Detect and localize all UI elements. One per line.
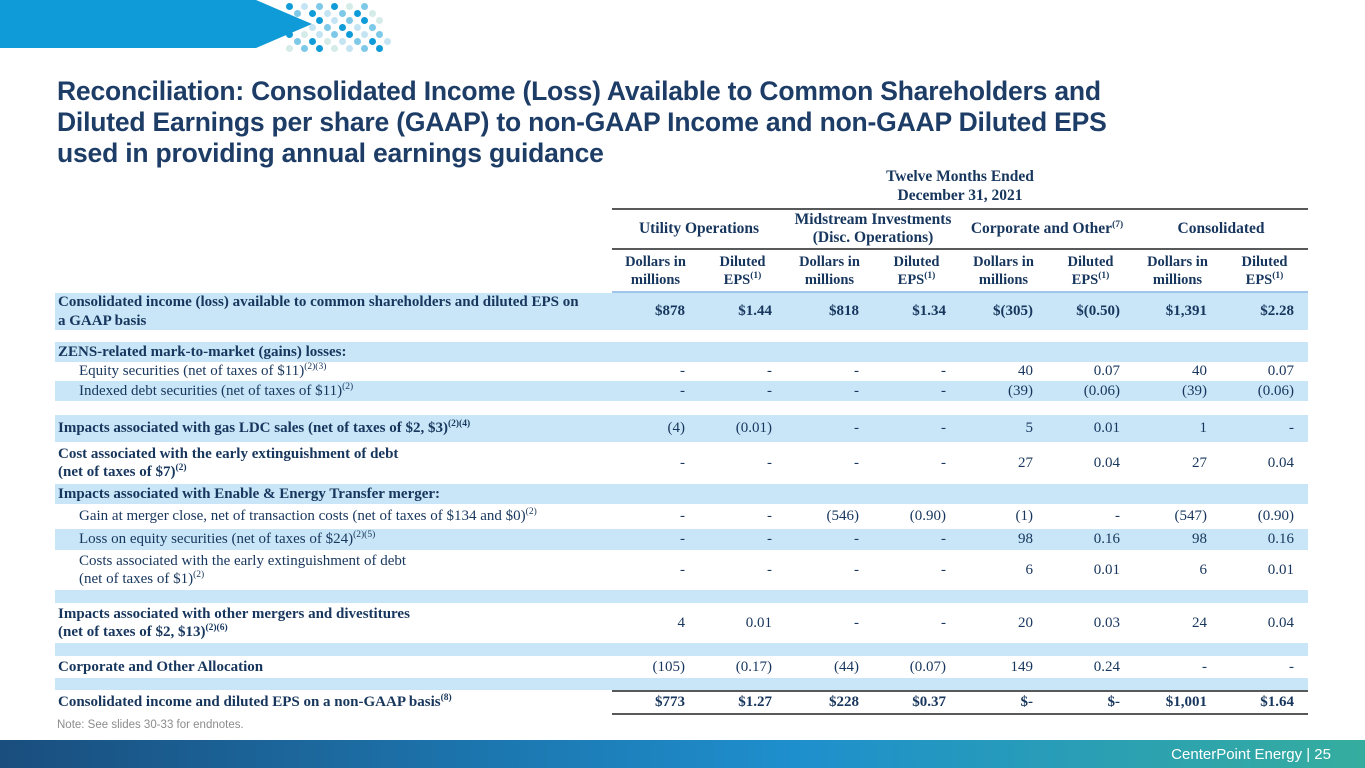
table-row (55, 504, 1308, 529)
row-values (612, 484, 1308, 504)
dot (346, 31, 353, 38)
row-label: Gain at merger close, net of transaction costs (net of taxes of $134 and $0)$^{(2)}$ (79, 507, 537, 525)
table-cell: - (1289, 420, 1294, 436)
dot (331, 3, 338, 10)
table-cell: 0.01 (1093, 561, 1120, 578)
table-cell: 0.01 (1093, 420, 1120, 436)
table-row (55, 415, 1308, 442)
table-cell: 0.16 (1267, 531, 1294, 547)
table-cell: - (767, 508, 772, 524)
table-cell: (39) (1008, 382, 1033, 399)
table-cell: 0.01 (1267, 561, 1294, 578)
table-cell: 0.24 (1093, 658, 1120, 675)
reconciliation-table (55, 167, 1308, 715)
table-cell: - (854, 420, 859, 436)
dot (316, 45, 323, 52)
table-cell: - (941, 420, 946, 436)
dot (316, 17, 323, 24)
dot (339, 24, 346, 31)
table-cell: - (941, 531, 946, 547)
dot (354, 38, 361, 45)
table-cell: 20 (1018, 614, 1033, 631)
table-cell: - (680, 531, 685, 547)
table-cell: - (767, 531, 772, 547)
table-cell: $773 (655, 694, 685, 710)
row-values (612, 504, 1308, 529)
row-label: ZENS-related mark-to-market (gains) losses: (58, 343, 347, 360)
table-row (55, 484, 1308, 504)
table-cell: 40 (1018, 363, 1033, 379)
table-row (55, 550, 1308, 590)
row-values (612, 293, 1308, 330)
dot (376, 45, 383, 52)
table-cell: 27 (1018, 454, 1033, 471)
table-cell: - (854, 454, 859, 471)
table-cell: - (941, 382, 946, 399)
page-title-line: Reconciliation: Consolidated Income (Loss) Available to Common Shareholders and (57, 76, 1101, 106)
table-cell: (0.07) (909, 658, 946, 675)
table-row (55, 603, 1308, 643)
table-cell: - (941, 614, 946, 631)
spacer-row (55, 643, 1308, 656)
row-label: Impacts associated with other mergers and divestitures (net of taxes of $2, $13)$^{(2)(6)}$ (58, 605, 410, 640)
group-header: Utility Operations (638, 220, 760, 237)
table-cell: $1.27 (738, 694, 772, 710)
dot (301, 3, 308, 10)
row-label: Impacts associated with gas LDC sales (net of taxes of $2, $3)$^{(2)(4)}$ (58, 419, 471, 437)
dot (316, 3, 323, 10)
page-title-line: Diluted Earnings per share (GAAP) to non-GAAP Income and non-GAAP Diluted EPS (57, 107, 1107, 137)
table-cell: 0.03 (1093, 614, 1120, 631)
table-cell: 4 (677, 614, 685, 631)
table-cell: $- (1107, 694, 1120, 710)
footer-label: CenterPoint Energy | 25 (1171, 745, 1331, 763)
row-values (612, 362, 1308, 381)
table-cell: - (767, 363, 772, 379)
period-line: December 31, 2021 (897, 187, 1023, 204)
dot (339, 10, 346, 17)
dot (309, 38, 316, 45)
row-label: Impacts associated with Enable & Energy Transfer merger: (58, 485, 441, 502)
table-cell: 6 (1199, 561, 1207, 578)
table-cell: - (854, 382, 859, 399)
dot (309, 10, 316, 17)
table-row (55, 529, 1308, 550)
table-row (55, 690, 1308, 715)
table-cell: (44) (834, 658, 859, 675)
table-cell: 6 (1025, 561, 1033, 578)
table-cell: $1.64 (1260, 694, 1294, 710)
table-cell: (0.06) (1083, 382, 1120, 399)
table-cell: - (680, 561, 685, 578)
table-cell: - (854, 531, 859, 547)
spacer-row (55, 678, 1308, 690)
dot (339, 38, 346, 45)
table-cell: - (767, 454, 772, 471)
dot (369, 38, 376, 45)
period-header (612, 167, 1308, 210)
row-values (612, 656, 1308, 678)
table-row (55, 656, 1308, 678)
table-cell: 0.07 (1267, 363, 1294, 379)
row-values (612, 381, 1308, 401)
table-cell: $818 (829, 303, 859, 319)
dot (286, 3, 293, 10)
note-text: Note: See slides 30-33 for endnotes. (57, 719, 244, 731)
dot (369, 24, 376, 31)
spacer-row (55, 590, 1308, 603)
table-cell: 27 (1192, 454, 1207, 471)
dot (361, 17, 368, 24)
dot (376, 17, 383, 24)
spacer-row (55, 330, 1308, 342)
table-cell: (546) (826, 508, 859, 524)
table-row (55, 342, 1308, 362)
dot (301, 45, 308, 52)
dot (301, 31, 308, 38)
row-label: Cost associated with the early extinguishment of debt (net of taxes of $7)$^{(2)}$ (58, 445, 399, 480)
row-label: Consolidated income (loss) available to common shareholders and diluted EPS on a GAAP basis (58, 294, 579, 329)
table-cell: (1) (1015, 508, 1033, 524)
table-cell: $1,391 (1165, 303, 1207, 319)
table-cell: (105) (652, 658, 685, 675)
table-cell: - (854, 614, 859, 631)
table-row (55, 293, 1308, 330)
row-values (612, 550, 1308, 590)
table-cell: $1.34 (912, 303, 946, 319)
table-cell: $1.44 (738, 303, 772, 319)
dot (294, 10, 301, 17)
column-header: Dollars in millions (612, 250, 699, 293)
table-cell: - (854, 561, 859, 578)
table-cell: (0.17) (735, 658, 772, 675)
table-cell: 40 (1192, 363, 1207, 379)
row-values (612, 529, 1308, 550)
table-cell: (39) (1182, 382, 1207, 399)
dot (331, 31, 338, 38)
row-values (612, 603, 1308, 643)
dot (294, 38, 301, 45)
dot (376, 31, 383, 38)
dot (361, 45, 368, 52)
table-cell: 0.04 (1093, 454, 1120, 471)
row-label: Costs associated with the early extinguishment of debt (net of taxes of $1)$^{(2)}$ (79, 552, 407, 587)
table-cell: - (680, 382, 685, 399)
table-cell: - (941, 454, 946, 471)
dot (331, 45, 338, 52)
table-cell: (0.06) (1257, 382, 1294, 399)
table-cell: - (941, 561, 946, 578)
dot (346, 3, 353, 10)
row-values (612, 342, 1308, 362)
table-cell: - (1202, 658, 1207, 675)
table-cell: 5 (1025, 420, 1033, 436)
dot (354, 24, 361, 31)
table-cell: - (680, 508, 685, 524)
dot (324, 38, 331, 45)
table-body (55, 293, 1308, 715)
table-cell: $- (1020, 694, 1033, 710)
table-cell: 149 (1010, 658, 1033, 675)
dot (346, 45, 353, 52)
header-spacer (55, 250, 612, 293)
column-header: Diluted EPS$^{(1)}$ (699, 250, 786, 293)
table-cell: (547) (1174, 508, 1207, 524)
dot (331, 17, 338, 24)
footer-bar (0, 740, 1365, 768)
period-header-row (55, 167, 1308, 210)
dot (361, 31, 368, 38)
table-cell: (0.90) (909, 508, 946, 524)
table-cell: (0.01) (735, 420, 772, 436)
arrow-banner (0, 0, 314, 48)
group-header: Corporate and Other$^{(7)}$ (970, 219, 1124, 237)
row-values (612, 415, 1308, 442)
column-header: Diluted EPS$^{(1)}$ (1047, 250, 1134, 293)
column-header: Diluted EPS$^{(1)}$ (1221, 250, 1308, 293)
dot (354, 10, 361, 17)
dot (286, 45, 293, 52)
table-cell: $(0.50) (1076, 303, 1120, 319)
column-header: Dollars in millions (960, 250, 1047, 293)
table-cell: - (680, 454, 685, 471)
table-cell: 98 (1018, 531, 1033, 547)
table-row (55, 381, 1308, 401)
table-cell: 24 (1192, 614, 1207, 631)
dot (346, 17, 353, 24)
table-cell: 0.04 (1267, 614, 1294, 631)
spacer-row (55, 401, 1308, 415)
column-header-row (612, 250, 1308, 293)
table-row (55, 362, 1308, 381)
table-cell: $1,001 (1165, 694, 1207, 710)
table-cell: (4) (667, 420, 685, 436)
column-header: Dollars in millions (786, 250, 873, 293)
table-cell: - (854, 363, 859, 379)
table-row (55, 442, 1308, 484)
dot (361, 3, 368, 10)
group-header: Consolidated (1177, 220, 1265, 237)
row-label: Indexed debt securities (net of taxes of $11)$^{(2)}$ (79, 381, 354, 399)
dot (324, 10, 331, 17)
page-title-line: used in providing annual earnings guidance (57, 138, 604, 168)
row-label: Corporate and Other Allocation (58, 658, 264, 675)
column-header: Diluted EPS$^{(1)}$ (873, 250, 960, 293)
table-cell: - (1289, 658, 1294, 675)
row-label: Equity securities (net of taxes of $11)$^{(2)(3)}$ (79, 362, 327, 380)
row-values (612, 690, 1308, 715)
table-cell: - (680, 363, 685, 379)
table-cell: 0.07 (1093, 363, 1120, 379)
period-line: Twelve Months Ended (886, 168, 1034, 185)
dot (369, 10, 376, 17)
table-cell: (0.90) (1257, 508, 1294, 524)
column-header-row-wrap (55, 250, 1308, 293)
row-label: Consolidated income and diluted EPS on a non-GAAP basis$^{(8)}$ (58, 693, 452, 711)
dot (324, 24, 331, 31)
header-spacer (55, 167, 612, 210)
column-header: Dollars in millions (1134, 250, 1221, 293)
row-label: Loss on equity securities (net of taxes of $24)$^{(2)(5)}$ (79, 530, 376, 548)
table-cell: $2.28 (1260, 303, 1294, 319)
table-cell: - (941, 363, 946, 379)
dot (316, 31, 323, 38)
table-cell: 0.04 (1267, 454, 1294, 471)
group-header-row-wrap (55, 210, 1308, 250)
dot (384, 38, 391, 45)
page-title (57, 76, 1107, 169)
table-cell: - (767, 561, 772, 578)
table-cell: 1 (1199, 420, 1207, 436)
table-cell: $0.37 (912, 694, 946, 710)
group-header-row (612, 210, 1308, 250)
table-cell: - (1115, 508, 1120, 524)
header-spacer (55, 210, 612, 250)
table-cell: - (767, 382, 772, 399)
group-header: Midstream Investments (Disc. Operations) (794, 211, 952, 246)
table-cell: $228 (829, 694, 859, 710)
table-cell: 0.01 (745, 614, 772, 631)
table-cell: $(305) (993, 303, 1033, 319)
table-cell: 98 (1192, 531, 1207, 547)
table-cell: 0.16 (1093, 531, 1120, 547)
table-cell: $878 (655, 303, 685, 319)
row-values (612, 442, 1308, 484)
